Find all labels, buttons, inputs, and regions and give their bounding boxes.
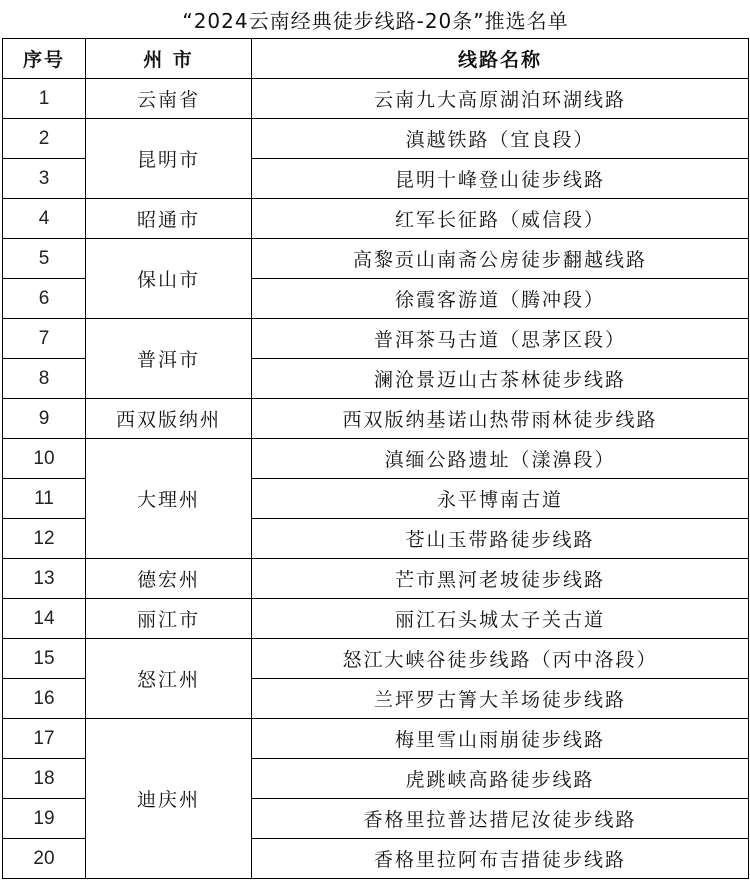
route-name: 香格里拉阿布吉措徒步线路	[252, 839, 749, 879]
table-row	[3, 119, 749, 159]
city-cell: 迪庆州	[86, 719, 252, 879]
table-row	[3, 439, 749, 479]
row-number: 9	[3, 399, 86, 439]
route-name: 滇缅公路遗址（漾濞段）	[252, 439, 749, 479]
row-number: 11	[3, 479, 86, 519]
city-cell: 普洱市	[86, 319, 252, 399]
table-row	[3, 239, 749, 279]
row-number: 20	[3, 839, 86, 879]
header-index: 序号	[3, 39, 86, 79]
route-name: 怒江大峡谷徒步线路（丙中洛段）	[252, 639, 749, 679]
route-name: 香格里拉普达措尼汝徒步线路	[252, 799, 749, 839]
table-title: “2024云南经典徒步线路-20条”推选名单	[3, 0, 749, 39]
row-number: 14	[3, 599, 86, 639]
route-name: 梅里雪山雨崩徒步线路	[252, 719, 749, 759]
header-row	[3, 39, 749, 79]
route-name: 云南九大高原湖泊环湖线路	[252, 79, 749, 119]
city-cell: 丽江市	[86, 599, 252, 639]
row-number: 13	[3, 559, 86, 599]
row-number: 15	[3, 639, 86, 679]
row-number: 8	[3, 359, 86, 399]
row-number: 4	[3, 199, 86, 239]
route-name: 普洱茶马古道（思茅区段）	[252, 319, 749, 359]
table-row	[3, 319, 749, 359]
city-cell: 怒江州	[86, 639, 252, 719]
route-name: 红军长征路（威信段）	[252, 199, 749, 239]
table-row	[3, 639, 749, 679]
route-name: 徐霞客游道（腾冲段）	[252, 279, 749, 319]
city-cell: 德宏州	[86, 559, 252, 599]
city-cell: 西双版纳州	[86, 399, 252, 439]
row-number: 16	[3, 679, 86, 719]
row-number: 17	[3, 719, 86, 759]
city-cell: 云南省	[86, 79, 252, 119]
table-row	[3, 399, 749, 439]
route-name: 昆明十峰登山徒步线路	[252, 159, 749, 199]
title-row	[3, 0, 749, 39]
row-number: 7	[3, 319, 86, 359]
route-name: 西双版纳基诺山热带雨林徒步线路	[252, 399, 749, 439]
row-number: 12	[3, 519, 86, 559]
table-row	[3, 199, 749, 239]
row-number: 10	[3, 439, 86, 479]
city-cell: 大理州	[86, 439, 252, 559]
route-name: 永平博南古道	[252, 479, 749, 519]
table-row	[3, 559, 749, 599]
row-number: 6	[3, 279, 86, 319]
city-cell: 保山市	[86, 239, 252, 319]
header-route: 线路名称	[252, 39, 749, 79]
row-number: 2	[3, 119, 86, 159]
route-name: 兰坪罗古箐大羊场徒步线路	[252, 679, 749, 719]
route-name: 滇越铁路（宜良段）	[252, 119, 749, 159]
table-row	[3, 599, 749, 639]
route-name: 苍山玉带路徒步线路	[252, 519, 749, 559]
table-row	[3, 79, 749, 119]
city-cell: 昭通市	[86, 199, 252, 239]
row-number: 19	[3, 799, 86, 839]
row-number: 5	[3, 239, 86, 279]
row-number: 1	[3, 79, 86, 119]
city-cell: 昆明市	[86, 119, 252, 199]
row-number: 18	[3, 759, 86, 799]
route-name: 虎跳峡高路徒步线路	[252, 759, 749, 799]
route-name: 澜沧景迈山古茶林徒步线路	[252, 359, 749, 399]
header-city: 州 市	[86, 39, 252, 79]
route-name: 高黎贡山南斋公房徒步翻越线路	[252, 239, 749, 279]
row-number: 3	[3, 159, 86, 199]
routes-table	[2, 0, 749, 879]
route-name: 丽江石头城太子关古道	[252, 599, 749, 639]
table-row	[3, 719, 749, 759]
route-name: 芒市黑河老坡徒步线路	[252, 559, 749, 599]
